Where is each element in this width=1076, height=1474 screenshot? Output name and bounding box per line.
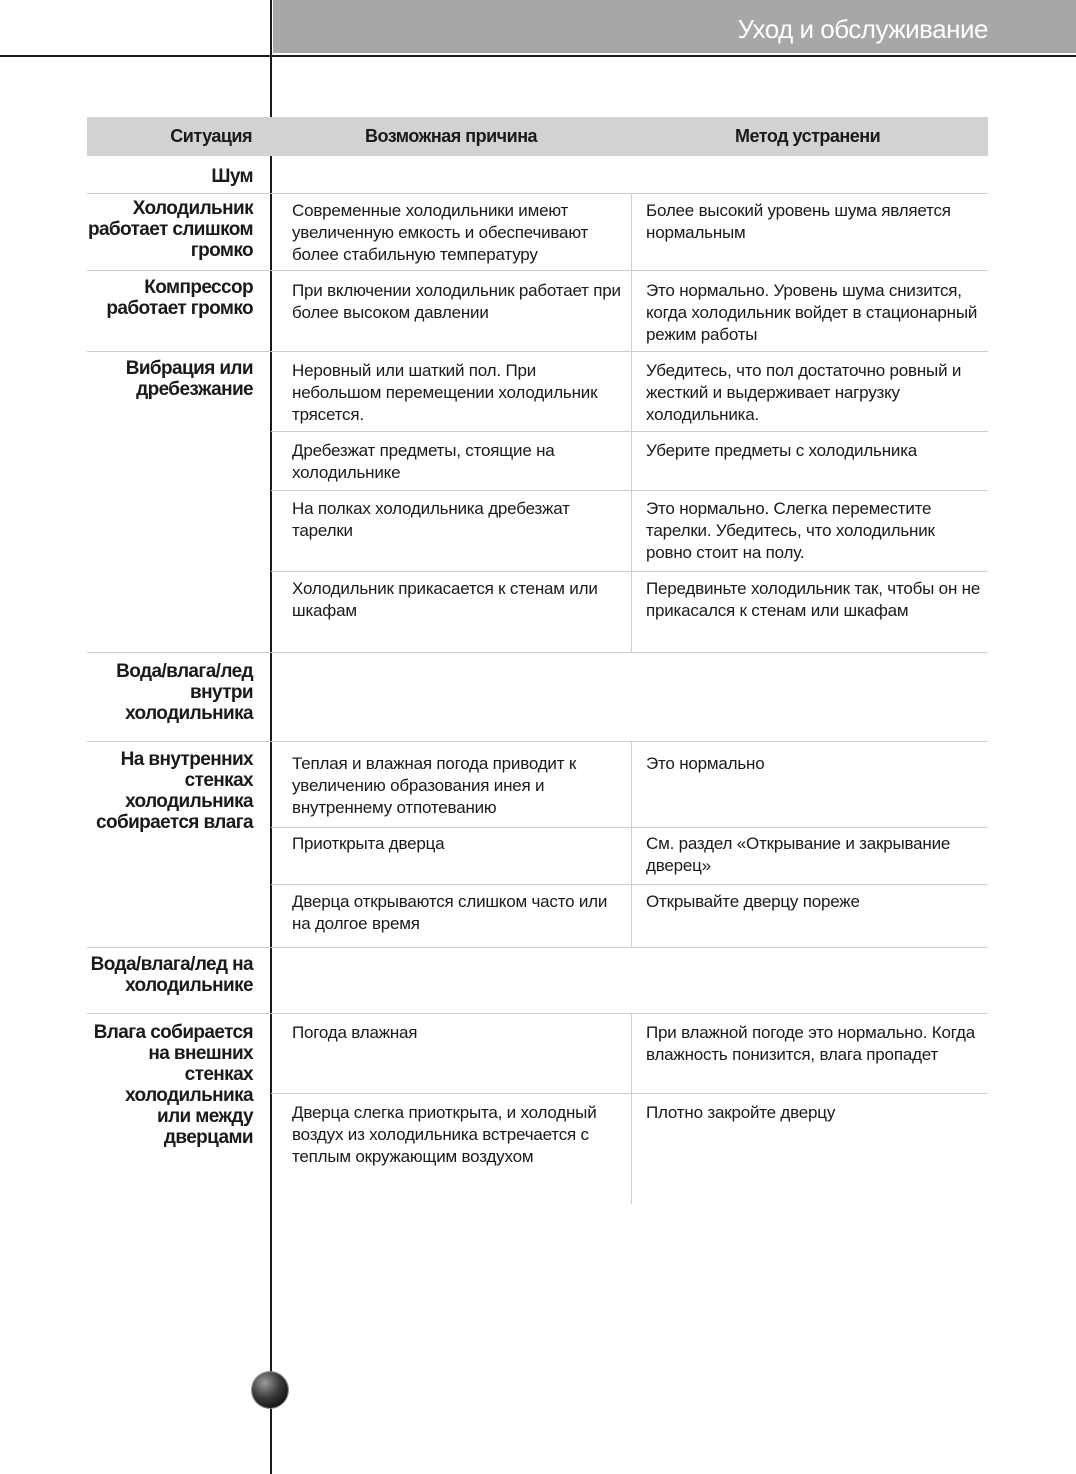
row-divider (271, 490, 988, 491)
row-fix: См. раздел «Открывание и закрывание дверец» (646, 834, 951, 875)
row-situation: На внутренних стенках холодильника собирается влага (95, 749, 253, 833)
column-header-cause: Возможная причина (365, 126, 538, 146)
row-cause: При включении холодильник работает при более высоком давлении (292, 281, 621, 322)
column-divider (631, 352, 632, 652)
row-divider (87, 351, 988, 352)
row-fix: Передвиньте холодильник так, чтобы он не прикасался к стенам или шкафам (646, 579, 981, 620)
row-fix: Это нормально. Слегка переместите тарелки. Убедитесь, что холодильник ровно стоит на полу. (646, 499, 935, 562)
row-cause: Погода влажная (292, 1023, 418, 1042)
row-situation: Влага собирается на внешних стенках холодильника или между дверцами (93, 1022, 253, 1148)
row-divider (87, 270, 988, 271)
row-cause: Приоткрыта дверца (292, 834, 445, 853)
group-title: Вода/влага/лед внутри холодильника (116, 661, 253, 724)
page-title: Уход и обслуживание (737, 14, 988, 44)
row-divider (87, 193, 988, 194)
row-cause: Дверца открываются слишком часто или на долгое время (292, 892, 608, 933)
row-situation: Вибрация или дребезжание (125, 358, 253, 400)
row-divider (87, 652, 988, 653)
row-divider (87, 741, 988, 742)
header-bar (273, 0, 1076, 53)
column-divider (631, 742, 632, 947)
row-cause: Современные холодильники имеют увеличенную емкость и обеспечивают более стабильную температуру (292, 201, 589, 264)
row-cause: На полках холодильника дребезжат тарелки (292, 499, 570, 540)
row-cause: Теплая и влажная погода приводит к увеличению образования инея и внутреннему отпотеванию (292, 754, 577, 817)
row-divider (87, 1013, 988, 1014)
row-cause: Неровный или шаткий пол. При небольшом перемещении холодильник трясется. (292, 361, 598, 424)
row-divider (271, 827, 988, 828)
group-title: Шум (211, 166, 253, 187)
row-fix: Плотно закройте дверцу (646, 1103, 836, 1122)
row-divider (271, 1093, 988, 1094)
table-header (87, 117, 988, 156)
group-title: Вода/влага/лед на холодильнике (90, 954, 253, 996)
column-divider (631, 1014, 632, 1204)
row-fix: Это нормально. Уровень шума снизится, когда холодильник войдет в стационарный режим работы (646, 281, 978, 344)
row-divider (271, 431, 988, 432)
vertical-rule (270, 0, 272, 1474)
column-header-fix: Метод устранени (735, 126, 881, 146)
row-fix: Это нормально (646, 754, 765, 773)
row-cause: Дверца слегка приоткрыта, и холодный воздух из холодильника встречается с теплым окружающим воздухом (292, 1103, 597, 1166)
page-marker-icon (252, 1372, 288, 1408)
row-fix: Убедитесь, что пол достаточно ровный и жесткий и выдерживает нагрузку холодильника. (646, 361, 962, 424)
row-situation: Компрессор работает громко (106, 277, 253, 319)
row-divider (87, 947, 988, 948)
row-fix: Уберите предметы с холодильника (646, 441, 918, 460)
row-cause: Холодильник прикасается к стенам или шкафам (292, 579, 598, 620)
header-rule (0, 55, 1076, 57)
column-divider (631, 194, 632, 270)
column-header-situation: Ситуация (170, 126, 252, 146)
row-fix: При влажной погоде это нормально. Когда влажность понизится, влага пропадет (646, 1023, 975, 1064)
row-fix: Более высокий уровень шума является нормальным (646, 201, 951, 242)
row-fix: Открывайте дверцу пореже (646, 892, 860, 911)
row-divider (271, 571, 988, 572)
column-divider (631, 271, 632, 351)
row-cause: Дребезжат предметы, стоящие на холодильнике (292, 441, 555, 482)
row-divider (271, 884, 988, 885)
row-situation: Холодильник работает слишком громко (87, 198, 253, 261)
